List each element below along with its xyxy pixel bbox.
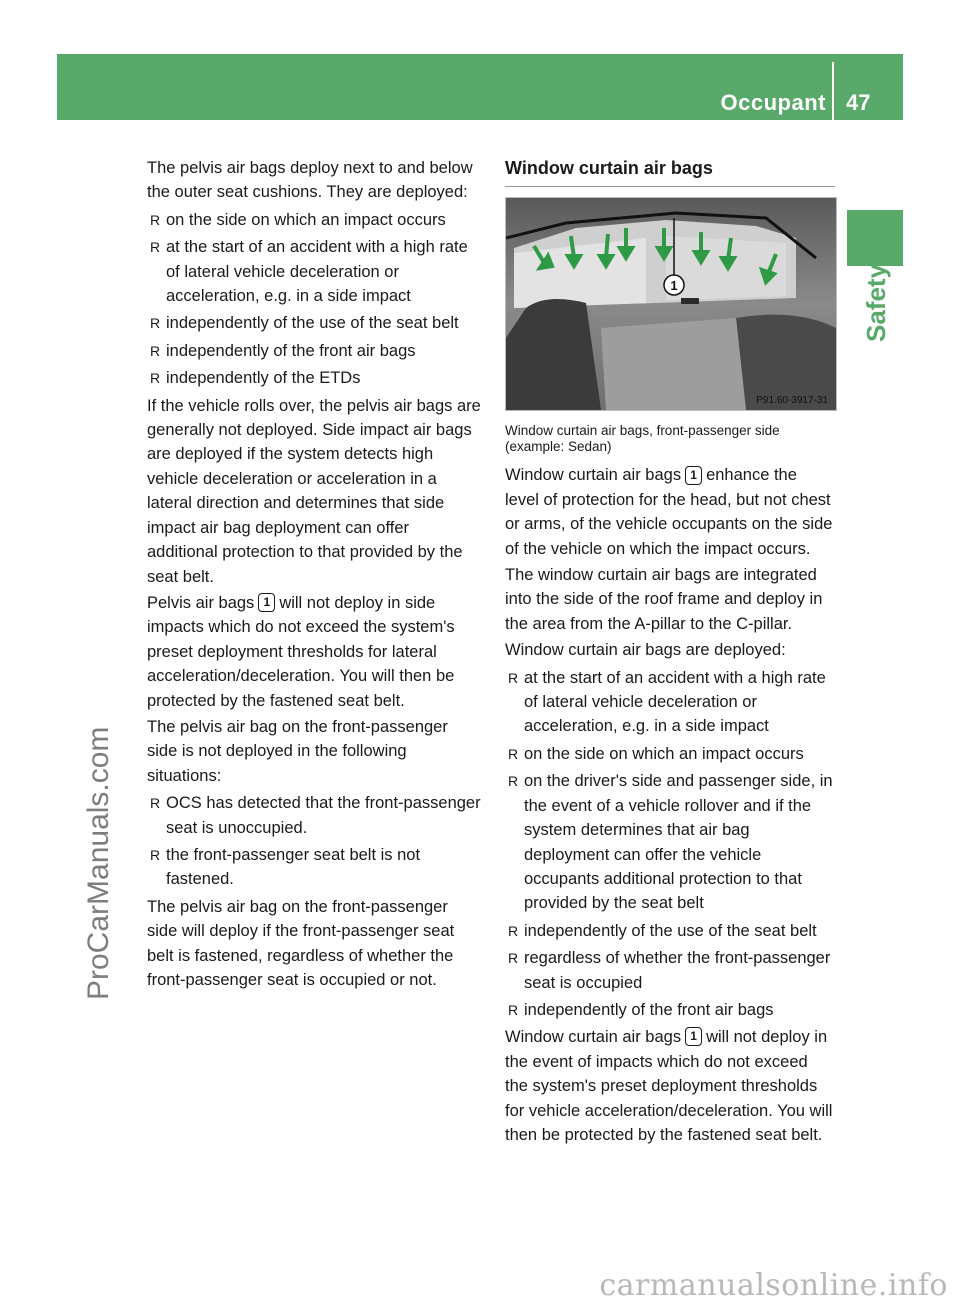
- list-item: R on the side on which an impact occurs: [147, 208, 482, 232]
- paragraph: Window curtain air bags 1 will not deploy in the event of impacts which do not exceed the system's preset deployment thresholds for vehicle acceleration/deceleration. You will then be protected by the fastened seat belt.: [505, 1028, 833, 1144]
- bullet-list: [147, 791, 482, 892]
- section-title: Occupant safety: [720, 90, 826, 141]
- bullet-icon: R: [508, 773, 519, 790]
- callout-1-icon: 1: [685, 1027, 702, 1046]
- list-item: R at the start of an accident with a high rate of lateral vehicle deceleration or acceleration, e.g. in a side impact: [505, 666, 835, 739]
- bullet-icon: R: [150, 846, 161, 863]
- header-divider: [832, 62, 834, 120]
- list-item: R independently of the ETDs: [147, 366, 482, 390]
- list-item: R independently of the front air bags: [147, 339, 482, 363]
- paragraph: Window curtain air bags 1 enhance the level of protection for the head, but not chest or arms, of the vehicle occupants on the side of the vehicle on which the impact occurs.: [505, 466, 833, 558]
- bullet-icon: R: [150, 342, 161, 359]
- subsection-title: Window curtain air bags: [505, 158, 713, 178]
- bullet-icon: R: [508, 669, 519, 686]
- figure-caption: Window curtain air bags, front-passenger side (example: Sedan): [505, 423, 780, 455]
- list-item: R independently of the front air bags: [505, 998, 835, 1022]
- side-tab-marker: [847, 210, 903, 266]
- bullet-list: [505, 666, 835, 1023]
- list-item: R on the driver's side and passenger side, in the event of a vehicle rollover and if the system determines that air bag deployment can offer the vehicle occupants additional protection to that provided by the seat belt: [505, 769, 835, 915]
- car-interior-illustration: [506, 198, 836, 410]
- paragraph: The pelvis air bag on the front-passenger side is not deployed in the following situations:: [147, 717, 448, 785]
- list-item: R on the side on which an impact occurs: [505, 742, 835, 766]
- paragraph: The window curtain air bags are integrated into the side of the roof frame and deploy in the area from the A-pillar to the C-pillar.: [505, 566, 823, 633]
- paragraph: The pelvis air bag on the front-passenger side will deploy if the front-passenger seat belt is fastened, regardless of whether the front-passenger seat is occupied or not.: [147, 897, 455, 989]
- list-item: R the front-passenger seat belt is not fastened.: [147, 843, 482, 892]
- paragraph: Window curtain air bags are deployed:: [505, 641, 786, 660]
- list-item: R at the start of an accident with a high rate of lateral vehicle deceleration or acceleration, e.g. in a side impact: [147, 235, 482, 308]
- bullet-icon: R: [150, 370, 161, 387]
- left-column: [147, 156, 482, 994]
- bullet-list: [147, 208, 482, 391]
- list-item: R independently of the use of the seat belt: [147, 311, 482, 335]
- paragraph: The pelvis air bags deploy next to and below the outer seat cushions. They are deployed:: [147, 159, 473, 202]
- list-item: R regardless of whether the front-passenger seat is occupied: [505, 946, 835, 995]
- list-item: R independently of the use of the seat belt: [505, 919, 835, 943]
- bullet-icon: R: [508, 745, 519, 762]
- side-tab-label: Safety: [861, 263, 891, 342]
- figure-window-curtain-airbags: [505, 197, 837, 411]
- watermark-text: ProCarManuals.com: [82, 726, 115, 1000]
- footer-watermark: carmanualsonline.info: [599, 1268, 948, 1303]
- bullet-icon: R: [150, 795, 161, 812]
- bullet-icon: R: [150, 211, 161, 228]
- list-item: R OCS has detected that the front-passenger seat is unoccupied.: [147, 791, 482, 840]
- callout-1-icon: 1: [685, 466, 702, 485]
- callout-1-icon: 1: [258, 593, 275, 612]
- paragraph: If the vehicle rolls over, the pelvis air bags are generally not deployed. Side impact air bags are deployed if the system detects high vehicle deceleration or acceleration in a lateral direction and determines that side impact air bag deployment can offer additional protection to that provided by the seat belt.: [147, 396, 481, 586]
- right-column: [505, 156, 835, 1149]
- bullet-icon: R: [508, 922, 519, 939]
- paragraph: Pelvis air bags 1 will not deploy in side impacts which do not exceed the system's preset deployment thresholds for lateral acceleration/deceleration. You will then be protected by the fastened seat belt.: [147, 593, 455, 710]
- figure-callout: 1: [670, 278, 678, 294]
- bullet-icon: R: [150, 315, 161, 332]
- bullet-icon: R: [150, 239, 161, 256]
- figure-code: P91.60-3917-31: [756, 395, 828, 407]
- bullet-icon: R: [508, 950, 519, 967]
- bullet-icon: R: [508, 1001, 519, 1018]
- title-rule: [505, 186, 835, 187]
- page-number: 47: [846, 90, 871, 115]
